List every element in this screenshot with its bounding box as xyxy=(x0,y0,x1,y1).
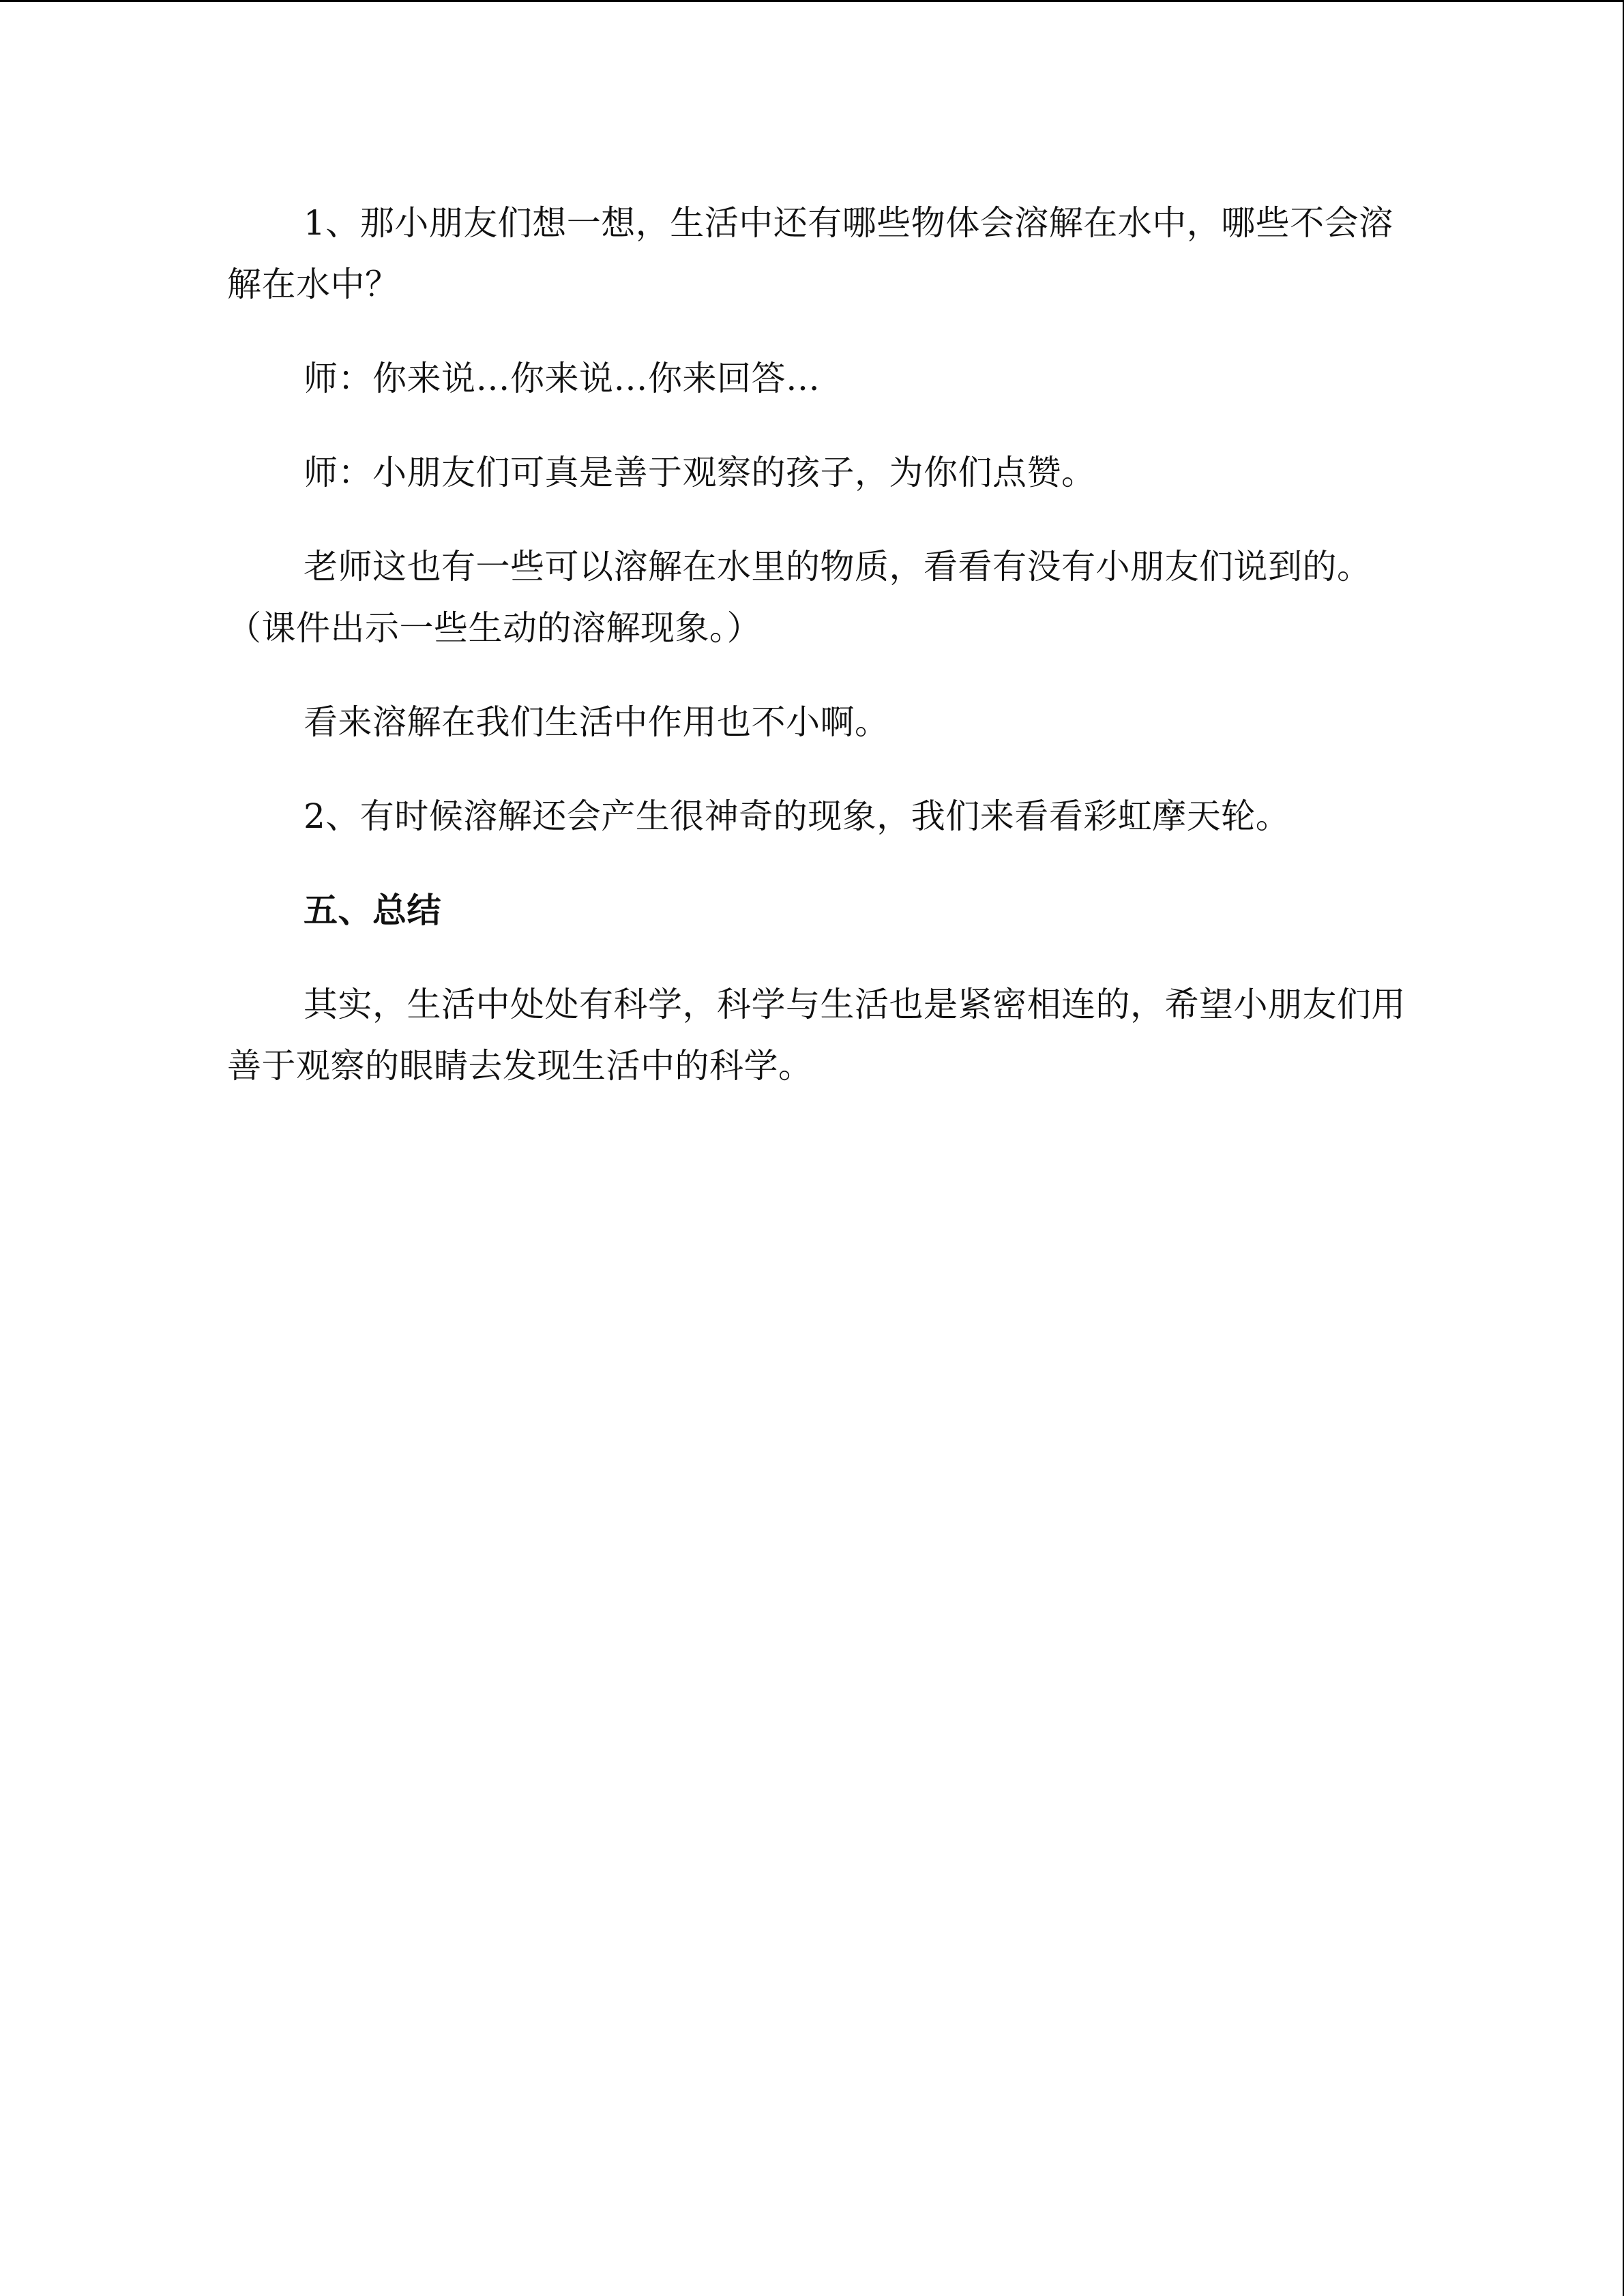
paragraph-examples: 老师这也有一些可以溶解在水里的物质，看看有没有小朋友们说到的。（课件出示一些生动的溶解现象。） xyxy=(227,547,1372,648)
paragraph-usefulness: 看来溶解在我们生活中作用也不小啊。 xyxy=(304,702,889,742)
section-heading-summary: 五、总结 xyxy=(304,890,441,930)
paragraph-conclusion: 其实，生活中处处有科学，科学与生活也是紧密相连的，希望小朋友们用善于观察的眼睛去发现生活中的科学。 xyxy=(227,985,1406,1086)
paragraph-rainbow-wheel: 2、有时候溶解还会产生很神奇的现象，我们来看看彩虹摩天轮。 xyxy=(304,796,1290,836)
paragraph-teacher-praise: 师：小朋友们可真是善于观察的孩子，为你们点赞。 xyxy=(304,453,1096,492)
paragraph-question: 1、那小朋友们想一想，生活中还有哪些物体会溶解在水中，哪些不会溶解在水中？ xyxy=(227,203,1393,304)
page-top-border xyxy=(0,0,1624,2)
paragraph-teacher-call: 师：你来说…你来说…你来回答… xyxy=(304,359,821,398)
document-body xyxy=(227,192,1415,1129)
